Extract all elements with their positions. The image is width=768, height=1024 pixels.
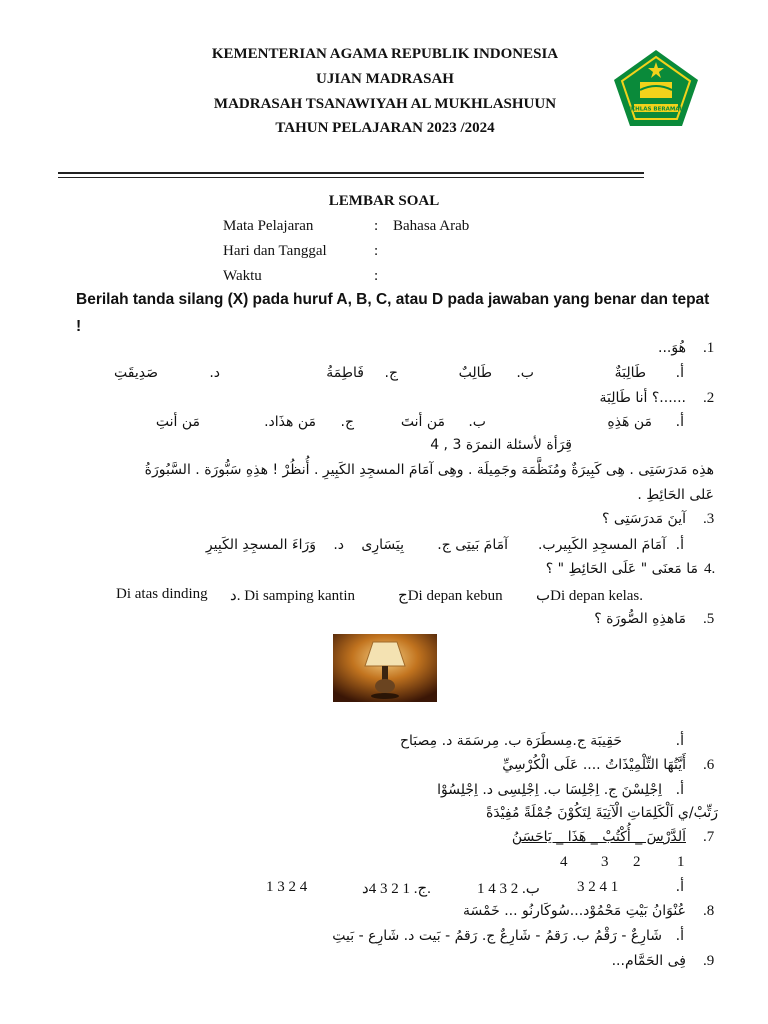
option-label: ج. [340,414,354,430]
reading-passage-line2: عَلى الحَائِطِ . [637,487,714,503]
header-line-exam: UJIAN MADRASAH [316,71,454,87]
header-line-school: MADRASAH TSANAWIYAH AL MUKHLASHUUN [213,96,557,112]
header-rule-top [58,172,644,174]
option-c[interactable]: مَن هذَاد. [264,414,316,430]
question-text: هُوَ... [658,340,686,356]
sheet-title: LEMBAR SOAL [328,193,440,209]
question-text: اَلدَّرْسَ _ أُكْتُبْ _ هَذَا _ يَاحَسَنُ [511,829,686,845]
option-label: د. [209,365,220,381]
option-b[interactable]: طَالِبٌ [458,365,492,381]
question-number: .9 [703,953,715,969]
question-number: .2 [703,390,715,406]
question-text: أَيَّتُهَا التِّلْمِيْذَاتُ .... عَلَى الْكُرْسِيِّ [502,757,686,773]
time-colon: : [374,268,379,284]
option-d[interactable]: وَرَاءَ المسجِدِ الكَبِيرِ [205,537,316,553]
option-label: أ. [675,414,684,430]
option-label: أ. [675,733,684,749]
header-rule-bottom [58,177,644,178]
question-text: مَاهذِهِ الصُّورَة ؟ [594,611,686,627]
time-label: Waktu [223,268,262,284]
day-label: Hari dan Tanggal [223,243,327,259]
question-text: فِى الحَمَّام... [611,953,686,969]
question-number: 4. [704,561,716,577]
question-text: عُنْوَانُ بَيْتِ مَحْمُوْد...سُوكَارنُو ... خَمْسَة [463,903,686,919]
question-text: مَا مَعنَى " عَلَى الحَائِطِ " ؟ [545,561,698,577]
option-d[interactable]: بDi depan kelas. [536,588,644,604]
option-c[interactable]: جDi depan kebun [398,588,503,604]
question-number: .3 [703,511,715,527]
day-colon: : [374,243,379,259]
option-d[interactable]: 1 3 2 4 [266,879,308,895]
option-c[interactable]: ج. 1 2 3 4د. [362,881,431,897]
instruction-arabic: رَتِّبْ/ي اَلْكَلِمَاتِ الْآتِيَةَ لِتَكُوْنَ جُمْلَةً مُفِيْدَةً [485,805,718,821]
option-label: ب. [516,365,534,381]
question-number: .1 [703,340,715,356]
option-b[interactable]: ب. 2 3 4 1 [477,881,540,897]
option-b[interactable]: آمَامَ بَيتِى ج. [437,537,508,553]
svg-text:IKHLAS BERAMAL: IKHLAS BERAMAL [628,106,684,113]
option-c[interactable]: فَاطِمَةُ [326,365,364,381]
options-line[interactable]: شَارِعٌ - رَقْمُ ب. رَقمُ - شَارِعٌ ج. رَقمُ - بَيت د. شَارِع - بَيتِ [332,928,662,944]
option-a[interactable]: طَالِبَةٌ [614,365,646,381]
order-number: 4 [560,854,568,870]
header-line-year: TAHUN PELAJARAN 2023 /2024 [275,120,495,136]
question-number: .5 [703,611,715,627]
option-label: ب. [468,414,486,430]
options-line[interactable]: حَقِيبَة ج.مِسطَرَة ب. مِرسَمَة د. مِصبَاح [400,733,622,749]
option-label: أ. [675,879,684,895]
reading-title: قِرَأة لأسئلة النمرَة 3 , 4 [430,437,572,453]
option-label: د. [333,537,344,553]
option-c[interactable]: بِيَسَارِى [361,537,404,553]
ministry-logo [610,48,702,128]
header-line-ministry: KEMENTERIAN AGAMA REPUBLIK INDONESIA [211,46,559,62]
question-number: .6 [703,757,715,773]
question-text: آينَ مَدرَسَتِى ؟ [601,511,686,527]
question-text: ......؟ أنا طَالِبَة [599,390,686,406]
option-label: أ. [675,537,684,553]
subject-value: Bahasa Arab [393,218,470,234]
order-number: 1 [677,854,685,870]
option-a[interactable]: 3 2 4 1 [577,879,619,895]
order-number: 2 [633,854,641,870]
subject-label: Mata Pelajaran [223,218,314,234]
option-d[interactable]: مَن أنتِ [155,414,200,430]
question-number: .7 [703,829,715,845]
option-a[interactable]: مَن هَذِهِ [607,414,652,430]
option-b[interactable]: مَن أنتَ [400,414,445,430]
options-line[interactable]: اِجْلِسْنَ ج. اِجْلِسَا ب. اِجْلِسِى د. اِجْلِسُوْا [437,782,662,798]
option-label: أ. [675,782,684,798]
option-b[interactable]: د. Di samping kantin [230,588,356,604]
instruction-text: Berilah tanda silang (X) pada huruf A, B, C, atau D pada jawaban yang benar dan tepat ! [76,291,710,335]
reading-passage-line1: هذِه مَدرَسَتِى . هِى كَبِيرَةٌ ومُنَظَّمَة وجَمِيلَة . وهِى آمَامَ المسجِدِ الكَبِيرِ . أُنظُرْ ! هذِهِ سَبُّورَة . السَّبُورَةُ [144,462,714,478]
subject-colon: : [374,218,379,234]
order-number: 3 [601,854,609,870]
option-label: ج. [384,365,398,381]
option-d[interactable]: صَدِيقَتِ [114,365,158,381]
question-number: .8 [703,903,715,919]
option-label: أ. [675,928,684,944]
option-a[interactable]: آمَامَ المسجِدِ الكَبِيرب. [537,537,666,553]
lamp-image [333,634,437,702]
option-label: أ. [675,365,684,381]
option-a[interactable]: Di atas dinding [116,586,208,602]
